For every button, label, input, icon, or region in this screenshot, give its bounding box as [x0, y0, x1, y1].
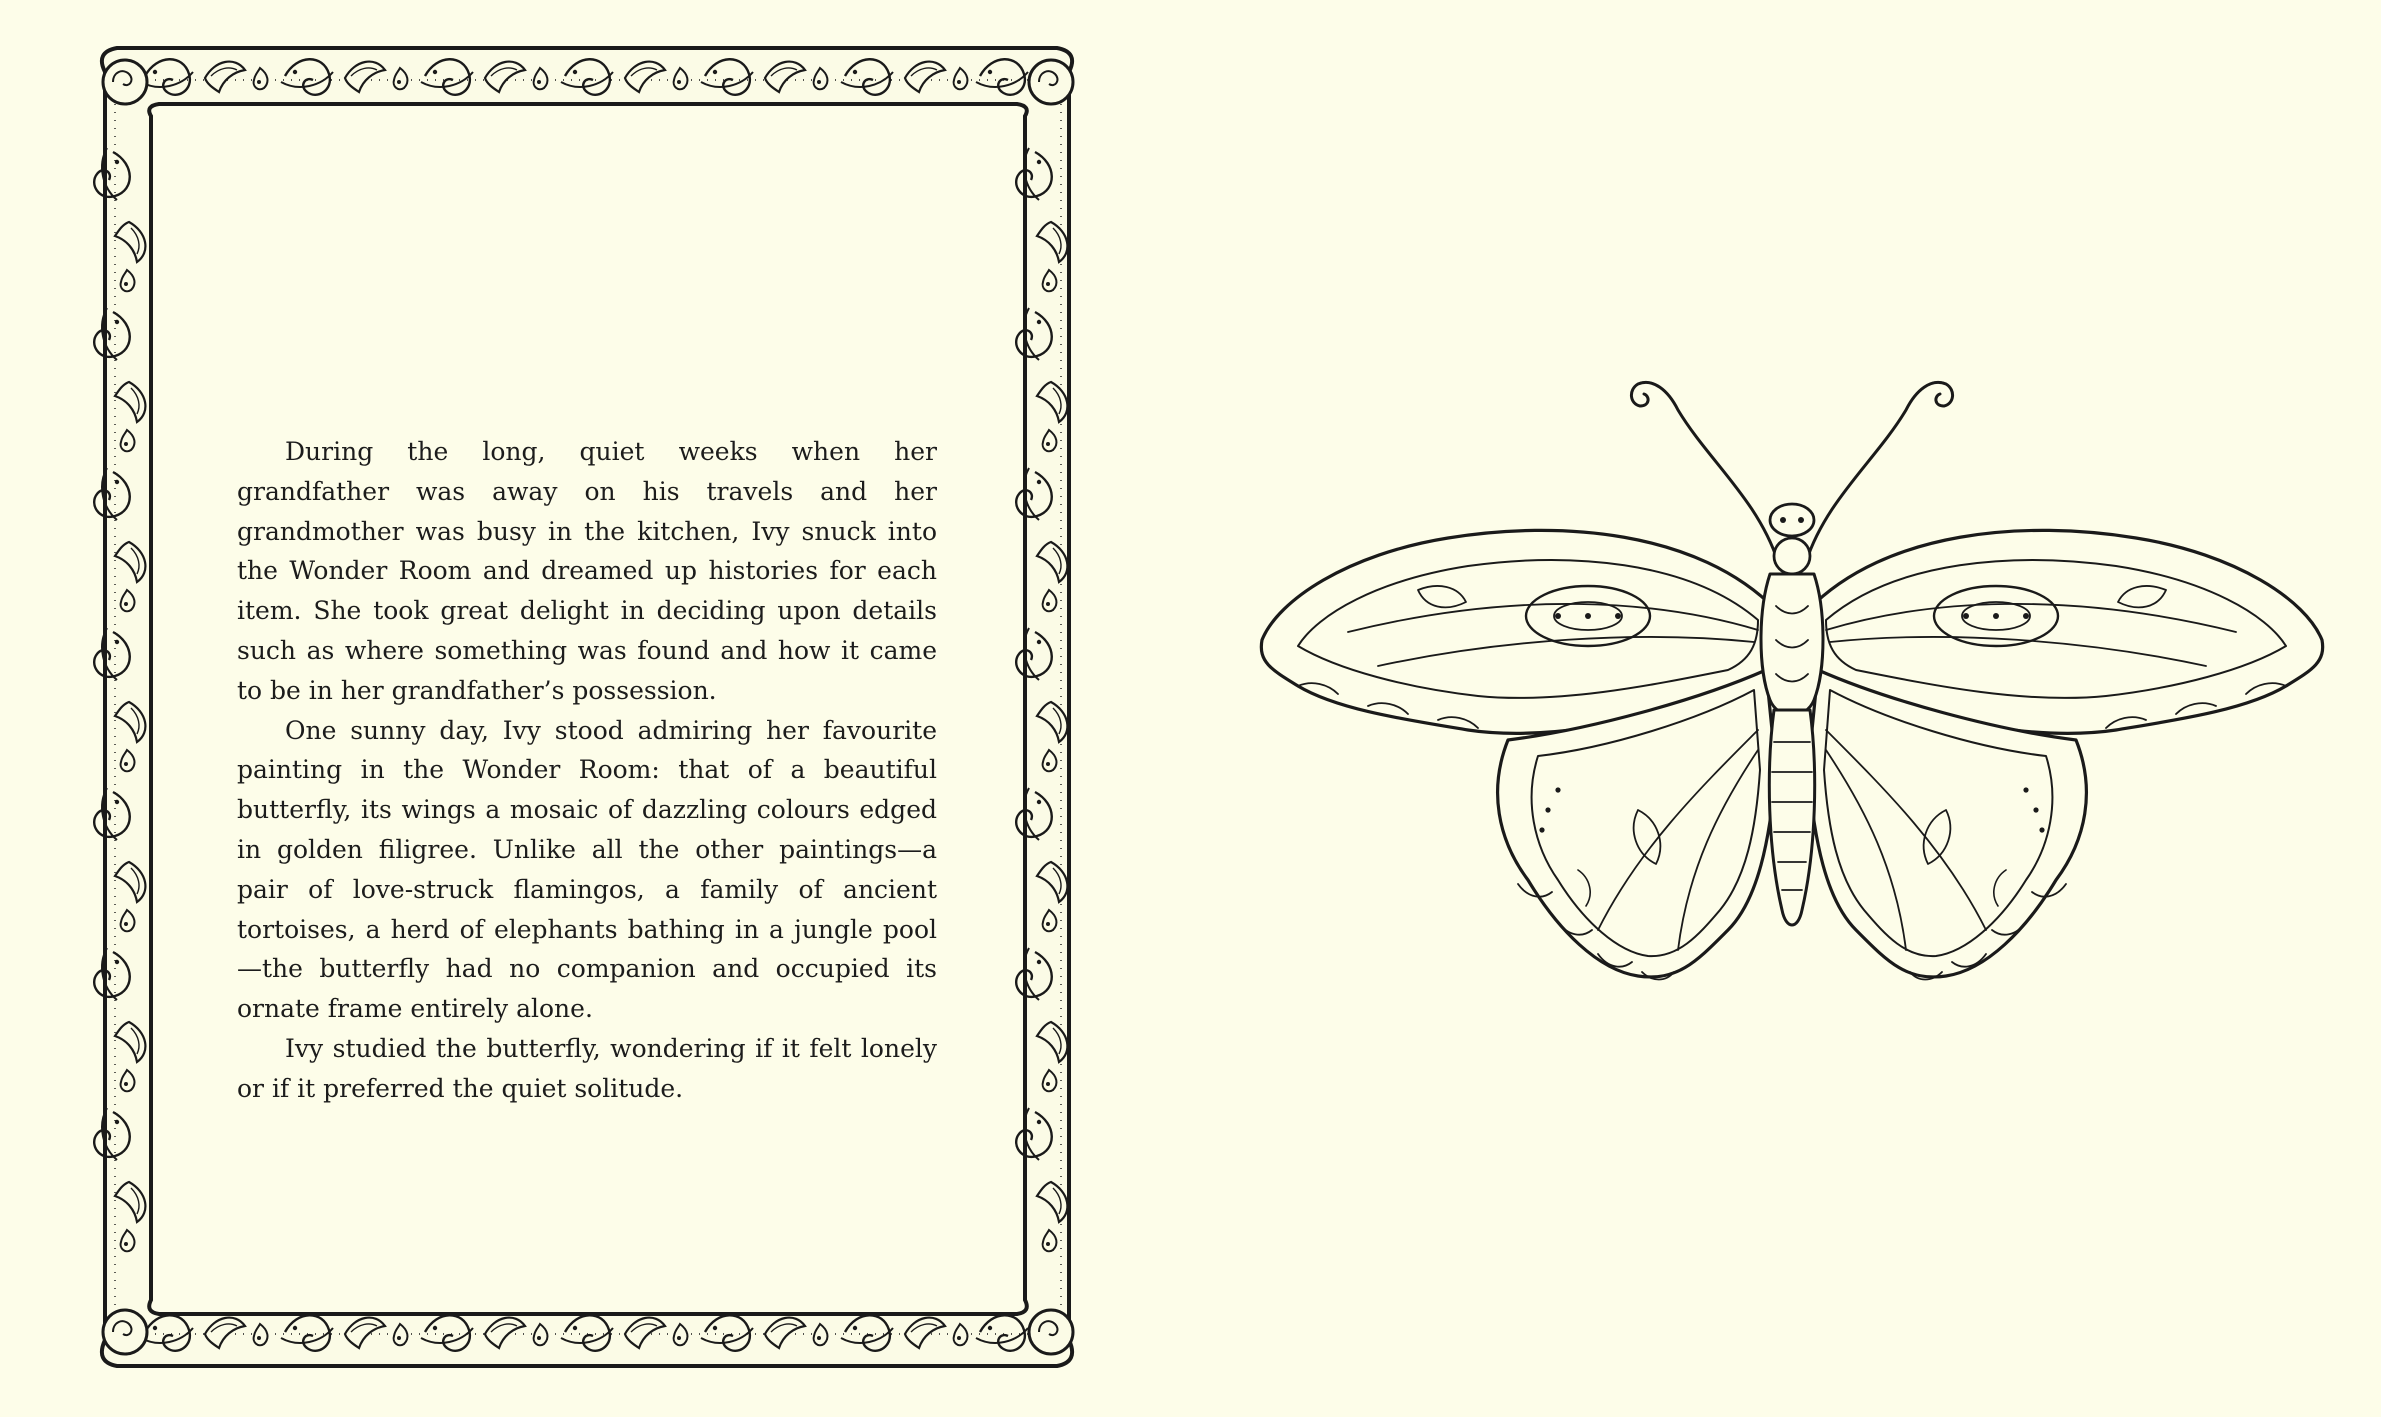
story-text	[237, 432, 937, 1109]
left-page	[0, 0, 1190, 1417]
story-paragraph: One sunny day, Ivy stood admiring her favourite painting in the Wonder Room: that of a beautiful butterfly, its wings a mosaic of dazzling colours edged in golden filigree. Unlike all the other paintings—a pair of love-struck flamingos, a family of ancient tortoises, a herd of elephants bathing in a jungle pool—the butterfly had no companion and occupied its ornate frame entirely alone.	[237, 715, 937, 1024]
story-paragraph: Ivy studied the butterfly, wondering if it felt lonely or if it preferred the quiet solitude.	[237, 1033, 937, 1103]
story-paragraph: During the long, quiet weeks when her grandfather was away on his travels and her grandmother was busy in the kitchen, Ivy snuck into the Wonder Room and dreamed up histories for each item. She took great delight in deciding upon details such as where something was found and how it came to be in her grandfather’s possession.	[237, 437, 937, 705]
butterfly-illustration	[1258, 370, 2326, 992]
